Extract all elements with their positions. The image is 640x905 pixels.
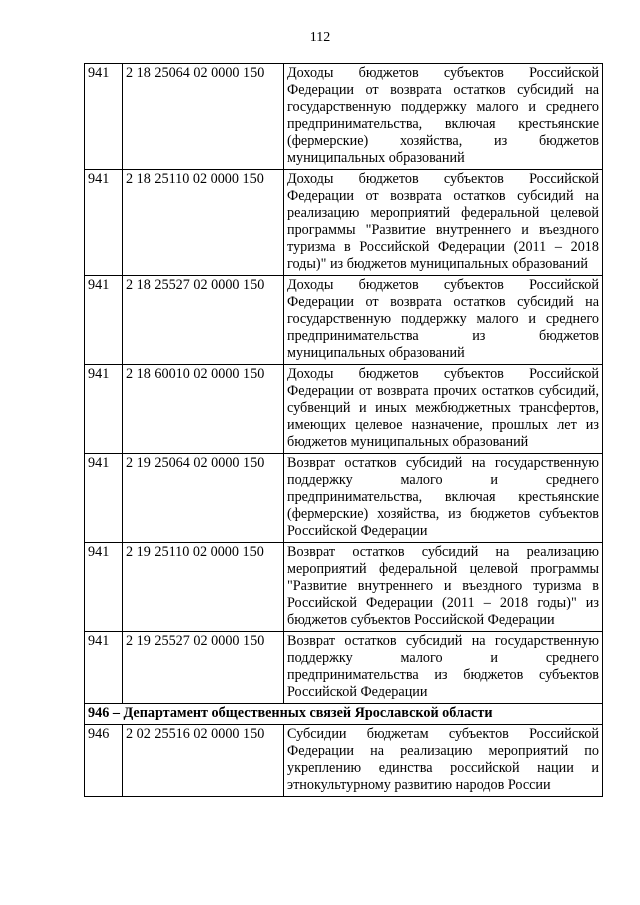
section-title: 946 – Департамент общественных связей Ярославской области [85,704,603,725]
income-description-cell: Доходы бюджетов субъектов Российской Федерации от возврата остатков субсидий на государственную поддержку малого и среднего предпринимательства из бюджетов муниципальных образований [284,276,603,365]
admin-code-cell: 941 [85,365,123,454]
budget-classification-code-cell: 2 19 25110 02 0000 150 [123,543,284,632]
admin-code-cell: 941 [85,276,123,365]
admin-code-cell: 941 [85,64,123,170]
income-description-cell: Доходы бюджетов субъектов Российской Федерации от возврата прочих остатков субсидий, субвенций и иных межбюджетных трансфертов, имеющих целевое назначение, прошлых лет из бюджетов муниципальных образований [284,365,603,454]
income-description-cell: Возврат остатков субсидий на государственную поддержку малого и среднего предпринимательства, включая крестьянские (фермерские) хозяйства, из бюджетов субъектов Российской Федерации [284,454,603,543]
budget-classification-code-cell: 2 19 25527 02 0000 150 [123,632,284,704]
section-header-row [85,704,603,725]
budget-classification-code-cell: 2 18 60010 02 0000 150 [123,365,284,454]
admin-code-cell: 941 [85,170,123,276]
page-number: 112 [309,30,331,45]
income-description-cell: Возврат остатков субсидий на реализацию мероприятий федеральной целевой программы "Развитие внутреннего и въездного туризма в Российской Федерации (2011 – 2018 годы)" из бюджетов субъектов Российской Федерации [284,543,603,632]
table-row [85,543,603,632]
budget-classification-code-cell: 2 18 25064 02 0000 150 [123,64,284,170]
table-row [85,276,603,365]
table-row [85,365,603,454]
income-description-cell: Доходы бюджетов субъектов Российской Федерации от возврата остатков субсидий на государственную поддержку малого и среднего предпринимательства, включая крестьянские (фермерские) хозяйства, из бюджетов муниципальных образований [284,64,603,170]
income-description-cell: Возврат остатков субсидий на государственную поддержку малого и среднего предпринимательства из бюджетов субъектов Российской Федерации [284,632,603,704]
budget-classification-code-cell: 2 19 25064 02 0000 150 [123,454,284,543]
budget-classification-code-cell: 2 18 25110 02 0000 150 [123,170,284,276]
income-description-cell: Доходы бюджетов субъектов Российской Федерации от возврата остатков субсидий на реализацию мероприятий федеральной целевой программы "Развитие внутреннего и въездного туризма в Российской Федерации (2011 – 2018 годы)" из бюджетов муниципальных образований [284,170,603,276]
admin-code-cell: 941 [85,632,123,704]
table-row [85,725,603,797]
budget-classification-code-cell: 2 18 25527 02 0000 150 [123,276,284,365]
table-row [85,64,603,170]
budget-codes-table [84,63,603,797]
budget-classification-code-cell: 2 02 25516 02 0000 150 [123,725,284,797]
admin-code-cell: 941 [85,454,123,543]
table-row [85,170,603,276]
admin-code-cell: 946 [85,725,123,797]
table-row [85,632,603,704]
admin-code-cell: 941 [85,543,123,632]
income-description-cell: Субсидии бюджетам субъектов Российской Федерации на реализацию мероприятий по укреплению единства российской нации и этнокультурному развитию народов России [284,725,603,797]
table-row [85,454,603,543]
